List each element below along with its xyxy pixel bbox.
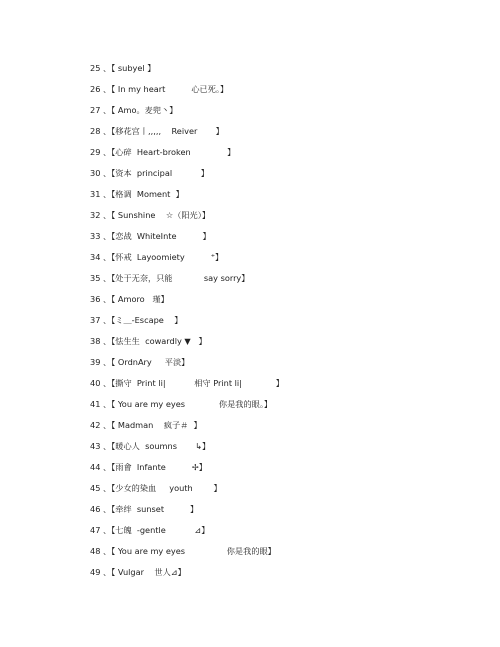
list-item: 38 、【怯生生 cowardly ▼ 】 bbox=[90, 336, 207, 346]
list-item: 37 、【ミ＿-Escape 】 bbox=[90, 315, 183, 325]
list-item: 33 、【恋战 WhiteInte 】 bbox=[90, 231, 211, 241]
list-item: 49 、【 Vulgar 世人⊿】 bbox=[90, 567, 186, 577]
list-item: 25 、【 subyel 】 bbox=[90, 63, 156, 73]
list-item: 31 、【格调 Moment 】 bbox=[90, 189, 184, 199]
list-item: 30 、【资本 principal 】 bbox=[90, 168, 209, 178]
list-item: 46 、【牵绊 sunset 】 bbox=[90, 504, 199, 514]
list-item: 35 、【处于无奈，只能 say sorry】 bbox=[90, 273, 250, 283]
list-item: 44 、【雨會 Infante ✢】 bbox=[90, 462, 207, 472]
list-item: 32 、【 Sunshine ☆（阳光）】 bbox=[90, 210, 211, 220]
list-item: 39 、【 OrdnAry 平淡】 bbox=[90, 357, 190, 367]
nickname-list bbox=[90, 58, 470, 583]
list-item: 34 、【怀戒 Layoomiety ⁺】 bbox=[90, 252, 224, 262]
list-item: 36 、【 Amoro 瑾】 bbox=[90, 294, 169, 304]
list-item: 45 、【少女的染血 youth 】 bbox=[90, 483, 222, 493]
list-item: 26 、【 In my heart 心已死。】 bbox=[90, 84, 229, 94]
list-item: 40 、【撕守 Print li| 相守 Print li| 】 bbox=[90, 378, 284, 388]
list-item: 41 、【 You are my eyes 你是我的眼。】 bbox=[90, 399, 273, 409]
list-item: 42 、【 Madman 疯子＃ 】 bbox=[90, 420, 202, 430]
list-item: 28 、【移花宫丨,,,,, Reiver 】 bbox=[90, 126, 224, 136]
list-item: 27 、【 Amo。麦兜丶】 bbox=[90, 105, 178, 115]
list-item: 43 、【暖心人 soumns ↳】 bbox=[90, 441, 211, 451]
list-item: 48 、【 You are my eyes 你是我的眼】 bbox=[90, 546, 276, 556]
list-item: 29 、【心碎 Heart-broken 】 bbox=[90, 147, 236, 157]
list-item: 47 、【七魄 -gentle ⊿】 bbox=[90, 525, 210, 535]
